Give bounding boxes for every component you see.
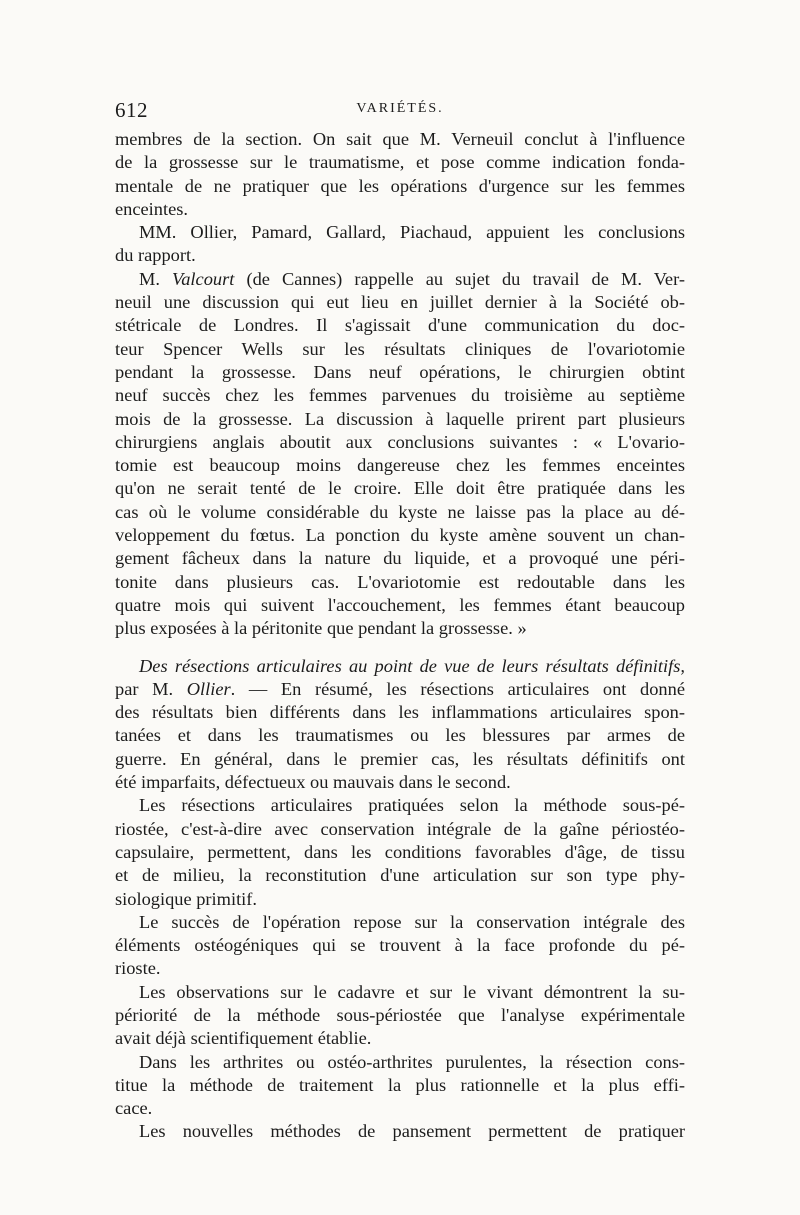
text-line: Les observations sur le cadavre et sur le vivant démontrent la su- (139, 981, 685, 1002)
text-line: gement fâcheux dans la nature du liquide, et a provoqué une péri- (115, 548, 685, 569)
running-title: VARIÉTÉS. (356, 101, 444, 116)
page-number: 612 (115, 98, 148, 122)
text-line: rioste. (115, 958, 161, 979)
text-line: éléments ostéogéniques qui se trouvent à la face profonde du pé- (115, 935, 685, 956)
text-line: de la grossesse sur le traumatisme, et pose comme indication fonda- (115, 152, 685, 173)
text-line: Dans les arthrites ou ostéo-arthrites purulentes, la résection cons- (139, 1051, 685, 1072)
paragraph-9 (115, 1120, 685, 1143)
paragraph-1 (115, 128, 685, 221)
text-line: membres de la section. On sait que M. Verneuil conclut à l'influence (115, 129, 685, 149)
paragraph-8 (115, 1051, 685, 1121)
text-line: pendant la grossesse. Dans neuf opérations, le chirurgien obtint (115, 361, 685, 382)
text-line: Les nouvelles méthodes de pansement permettent de pratiquer (139, 1121, 685, 1142)
text-line: périorité de la méthode sous-périostée que l'analyse expérimentale (115, 1004, 685, 1025)
text-line: stétricale de Londres. Il s'agissait d'une communication du doc- (115, 315, 685, 336)
section-title: Des résections articulaires au point de vue de leurs résultats définitifs, (139, 655, 685, 676)
text-run: par M. (115, 678, 187, 699)
text-line: quatre mois qui suivent l'accouchement, les femmes étant beaucoup (115, 594, 685, 615)
text-line: teur Spencer Wells sur les résultats cliniques de l'ovariotomie (115, 338, 685, 359)
paragraph-7 (115, 981, 685, 1051)
book-page (115, 98, 685, 1144)
author-name: Ollier (186, 678, 231, 699)
text-run: . — En résumé, les résections articulaires ont donné (230, 678, 685, 699)
text-line: plus exposées à la péritonite que pendant la grossesse. » (115, 618, 527, 639)
text-line: neuf succès chez les femmes parvenues du troisième au septième (115, 385, 685, 406)
text-line: siologique primitif. (115, 888, 258, 909)
running-head (115, 98, 685, 124)
text-line: veloppement du fœtus. La ponction du kyste amène souvent un chan- (115, 525, 685, 546)
text-line: enceintes. (115, 198, 189, 219)
text-line (115, 268, 685, 291)
text-line: MM. Ollier, Pamard, Gallard, Piachaud, appuient les conclusions (139, 222, 685, 243)
text-line: du rapport. (115, 245, 196, 266)
text-line: chirurgiens anglais aboutit aux conclusions suivantes : « L'ovario- (115, 431, 685, 452)
text-line: des résultats bien différents dans les inflammations articulaires spon- (115, 702, 685, 723)
text-line: été imparfaits, défectueux ou mauvais dans le second. (115, 772, 511, 793)
text-run: (de Cannes) rappelle au sujet du travail de M. Ver- (234, 268, 685, 289)
text-line: tanées et dans les traumatismes ou les blessures par armes de (115, 725, 685, 746)
paragraph-2 (115, 221, 685, 268)
text-run: M. (139, 268, 173, 289)
text-line (115, 678, 685, 701)
paragraph-3 (115, 268, 685, 641)
text-line: Le succès de l'opération repose sur la conservation intégrale des (139, 911, 685, 932)
text-line: qu'on ne serait tenté de le croire. Elle doit être pratiquée dans les (115, 478, 685, 499)
text-line: cas où le volume considérable du kyste ne laisse pas la place au dé- (115, 501, 685, 522)
text-line: riostée, c'est-à-dire avec conservation intégrale de la gaîne périostéo- (115, 818, 685, 839)
text-line: capsulaire, permettent, dans les conditions favorables d'âge, de tissu (115, 841, 685, 862)
text-line (115, 655, 685, 678)
text-line: mentale de ne pratiquer que les opérations d'urgence sur les femmes (115, 175, 685, 196)
text-line: tomie est beaucoup moins dangereuse chez les femmes enceintes (115, 455, 685, 476)
author-name: Valcourt (172, 268, 235, 289)
paragraph-6 (115, 911, 685, 981)
text-line: tonite dans plusieurs cas. L'ovariotomie est redoutable dans les (115, 571, 685, 592)
paragraph-4 (115, 655, 685, 795)
text-line: et de milieu, la reconstitution d'une articulation sur son type phy- (115, 865, 685, 886)
paragraph-5 (115, 794, 685, 910)
text-line: mois de la grossesse. La discussion à laquelle prirent part plusieurs (115, 408, 685, 429)
text-line: titue la méthode de traitement la plus rationnelle et la plus effi- (115, 1074, 685, 1095)
text-line: cace. (115, 1098, 153, 1119)
section-gap (115, 641, 685, 655)
text-line: guerre. En général, dans le premier cas, les résultats définitifs ont (115, 748, 685, 769)
text-line: avait déjà scientifiquement établie. (115, 1028, 372, 1049)
text-line: neuil une discussion qui eut lieu en juillet dernier à la Société ob- (115, 292, 685, 313)
text-line: Les résections articulaires pratiquées selon la méthode sous-pé- (139, 795, 685, 816)
